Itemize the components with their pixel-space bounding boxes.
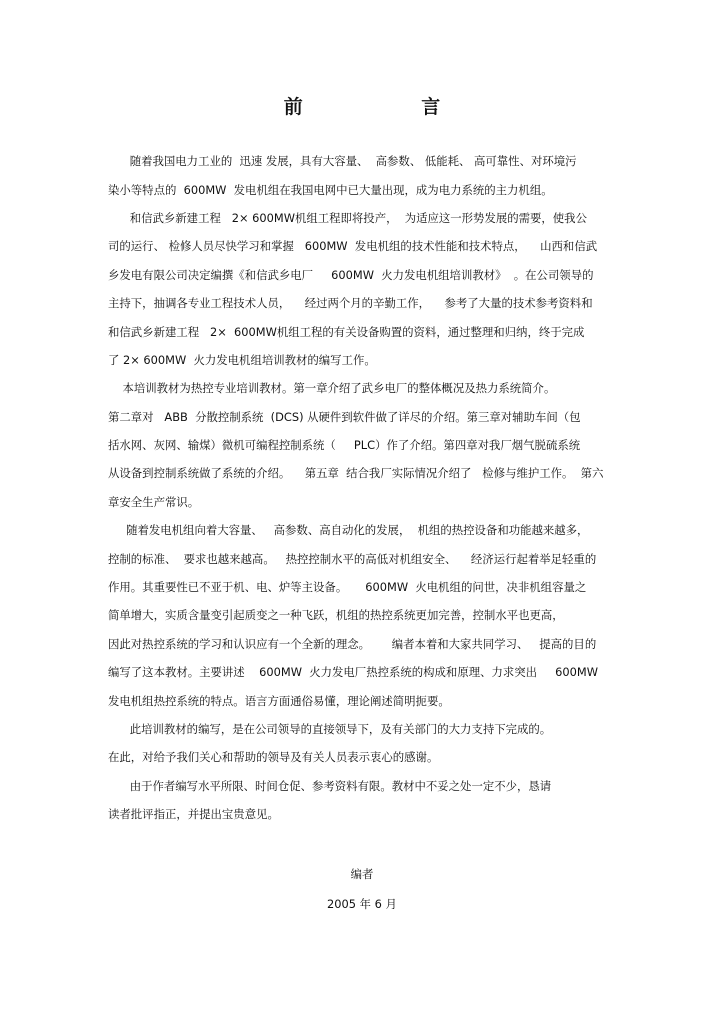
page-title: 前 言 [283,96,497,118]
paragraph-line: 司的运行、 检修人员尽快学习和掌握 600MW 发电机组的技术性能和技术特点， 山西和信武 [108,239,598,253]
paragraph-line: 随着我国电力工业的 迅速 发展，具有大容量、 高参数、 低能耗、 高可靠性、对环境污 [108,154,577,168]
paragraph-line: 和信武乡新建工程 2× 600MW机组工程的有关设备购置的资料，通过整理和归纳，终于完成 [108,325,585,339]
paragraph-line: 因此对热控系统的学习和认识应有一个全新的理念。 编者本着和大家共同学习、 提高的目的 [108,637,597,651]
paragraph-line: 此培训教材的编写，是在公司领导的直接领导下，及有关部门的大力支持下完成的。 [108,722,552,736]
paragraph-line: 了 2× 600MW 火力发电机组培训教材的编写工作。 [108,353,376,367]
paragraph-line: 简单增大，实质含量变引起质变之一种飞跃，机组的热控系统更加完善，控制水平也更高， [108,608,564,622]
paragraph-line: 乡发电有限公司决定编撰《和信武乡电厂 600MW 火力发电机组培训教材》 。在公司领导的 [108,268,594,282]
paragraph-line: 编写了这本教材。主要讲述 600MW 火力发电厂热控系统的构成和原理、力求突出 600MW [108,665,598,679]
paragraph-line: 作用。其重要性已不亚于机、电、炉等主设备。 600MW 火电机组的问世，决非机组容量之 [108,580,587,594]
paragraph-line: 随着发电机组向着大容量、 高参数、高自动化的发展， 机组的热控设备和功能越来越多， [108,523,589,537]
paragraph-line: 章安全生产常识。 [108,495,200,509]
paragraph-line: 本培训教材为热控专业培训教材。第一章介绍了武乡电厂的整体概况及热力系统简介。 [108,381,556,395]
paragraph-line: 和信武乡新建工程 2× 600MW机组工程即将投产， 为适应这一形势发展的需要，使我公 [108,211,587,225]
signature: 编者 [350,867,374,881]
paragraph-line: 发电机组热控系统的特点。语言方面通俗易懂，理论阐述简明扼要。 [108,694,450,708]
paragraph-line: 第二章对 ABB 分散控制系统 (DCS) 从硬件到软件做了详尽的介绍。第三章对辅助车间（包 [108,410,581,424]
paragraph-line: 染小等特点的 600MW 发电机组在我国电网中已大量出现，成为电力系统的主力机组。 [108,183,553,197]
paragraph-line: 读者批评指正，并提出宝贵意见。 [108,807,279,821]
paragraph-line: 由于作者编写水平所限、时间仓促、参考资料有限。教材中不妥之处一定不少，恳请 [108,779,552,793]
paragraph-line: 从设备到控制系统做了系统的介绍。 第五章 结合我厂实际情况介绍了 检修与维护工作。 第六 [108,466,604,480]
paragraph-line: 括水网、灰网、输煤）微机可编程控制系统（ PLC）作了介绍。第四章对我厂烟气脱硫系统 [108,438,581,452]
paragraph-line: 在此，对给予我们关心和帮助的领导及有关人员表示衷心的感谢。 [108,750,439,764]
date: 2005 年 6 月 [327,897,397,911]
paragraph-line: 控制的标准、 要求也越来越高。 热控控制水平的高低对机组安全、 经济运行起着举足轻重的 [108,552,597,566]
paragraph-line: 主持下，抽调各专业工程技术人员， 经过两个月的辛勤工作， 参考了大量的技术参考资料和 [108,296,593,310]
